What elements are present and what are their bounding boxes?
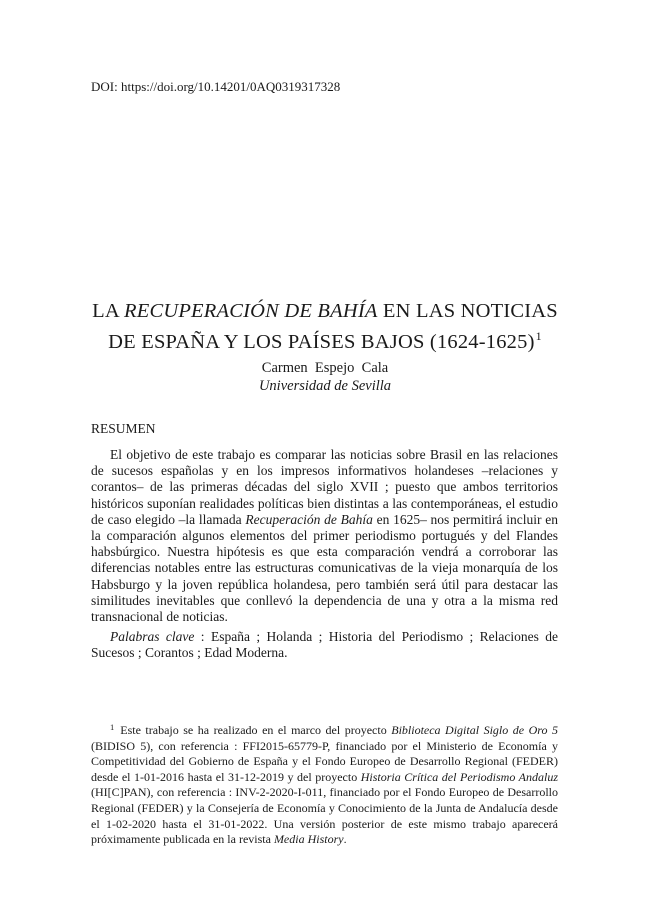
abstract-text-1: El objetivo de este trabajo es comparar las noticias sobre Brasil en las relaciones de sucesos españolas y en los impresos informativos holandeses –relaciones y corantos– de las primeras décadas del siglo XVII ; puesto que ambos territorios históricos suponían realidades políticas bien distintas a las contemporáneas, el estudio de caso elegido –la llamada bbox=[91, 447, 558, 527]
title-italic: RECUPERACIÓN DE BAHÍA bbox=[124, 300, 378, 322]
author-block bbox=[60, 359, 590, 395]
footnote-mark: 1 bbox=[110, 722, 115, 732]
footnote-italic-1: Biblioteca Digital Siglo de Oro 5 bbox=[391, 723, 558, 737]
keywords-label: Palabras clave bbox=[110, 629, 195, 645]
footnote-text-a: Este trabajo se ha realizado en el marco del proyecto bbox=[120, 723, 392, 737]
footnote-paragraph bbox=[91, 720, 558, 848]
title-footnote-mark[interactable]: 1 bbox=[535, 329, 542, 343]
title-line-1 bbox=[60, 299, 590, 324]
footnote-italic-2: Historia Crítica del Periodismo Andaluz bbox=[360, 769, 558, 784]
footnote bbox=[91, 720, 558, 848]
keywords-paragraph bbox=[91, 629, 558, 661]
article-title bbox=[60, 299, 590, 355]
title-post: EN LAS NOTICIAS bbox=[377, 300, 558, 322]
footnote-text-c: (HI[C]PAN), con referencia : INV-2-2020-I-011, financiado por el Fondo Europeo de Desarrollo Regional (FEDER) y la Consejería de Economía y Conocimiento de la Junta de Andalucía desde el 1-02-2020 hasta el 31-01-2022. Una versión posterior de este mismo trabajo aparecerá próximamente publicada en la revista bbox=[91, 785, 558, 847]
doi-line[interactable]: DOI: https://doi.org/10.14201/0AQ0319317328 bbox=[91, 79, 341, 94]
footnote-text-b: (BIDISO 5), con referencia : FFI2015-65779-P, financiado por el Ministerio de Economía y Competitividad del Gobierno de España y el Fondo Europeo de Desarrollo Regional (FEDER) desde el 1-01-2016 hasta el 31-12-2019 y del proyecto bbox=[91, 738, 558, 784]
footnote-italic-3: Media History bbox=[273, 832, 344, 847]
abstract-paragraph bbox=[91, 447, 558, 625]
abstract-text-2: en 1625– nos permitirá incluir en la comparación algunos elementos del primer periodismo portugués y del Flandes habsbúrgico. Nuestra hipótesis es que esta comparación vendrá a corroborar las diferencias notables entre las estructuras comunicativas de la vieja monarquía de los Habsburgo y la joven república holandesa, pero también será útil para destacar las similitudes inevitables que conllevó la dependencia de una y otra a la misma red transnacional de noticias. bbox=[91, 511, 558, 625]
author-name: Carmen Espejo Cala bbox=[261, 360, 389, 376]
title-pre: LA bbox=[92, 300, 125, 322]
abstract-italic: Recuperación de Bahía bbox=[245, 511, 373, 527]
footnote-text-d: . bbox=[343, 832, 347, 847]
abstract-body bbox=[91, 447, 558, 662]
author-affiliation: Universidad de Sevilla bbox=[258, 378, 392, 394]
keywords-list: : España ; Holanda ; Historia del Periodismo ; Relaciones de Sucesos ; Corantos ; Edad Moderna. bbox=[91, 629, 558, 661]
title-line-2-text: DE ESPAÑA Y LOS PAÍSES BAJOS (1624-1625) bbox=[108, 331, 535, 353]
abstract-heading: RESUMEN bbox=[91, 421, 156, 436]
title-line-2 bbox=[60, 324, 590, 355]
